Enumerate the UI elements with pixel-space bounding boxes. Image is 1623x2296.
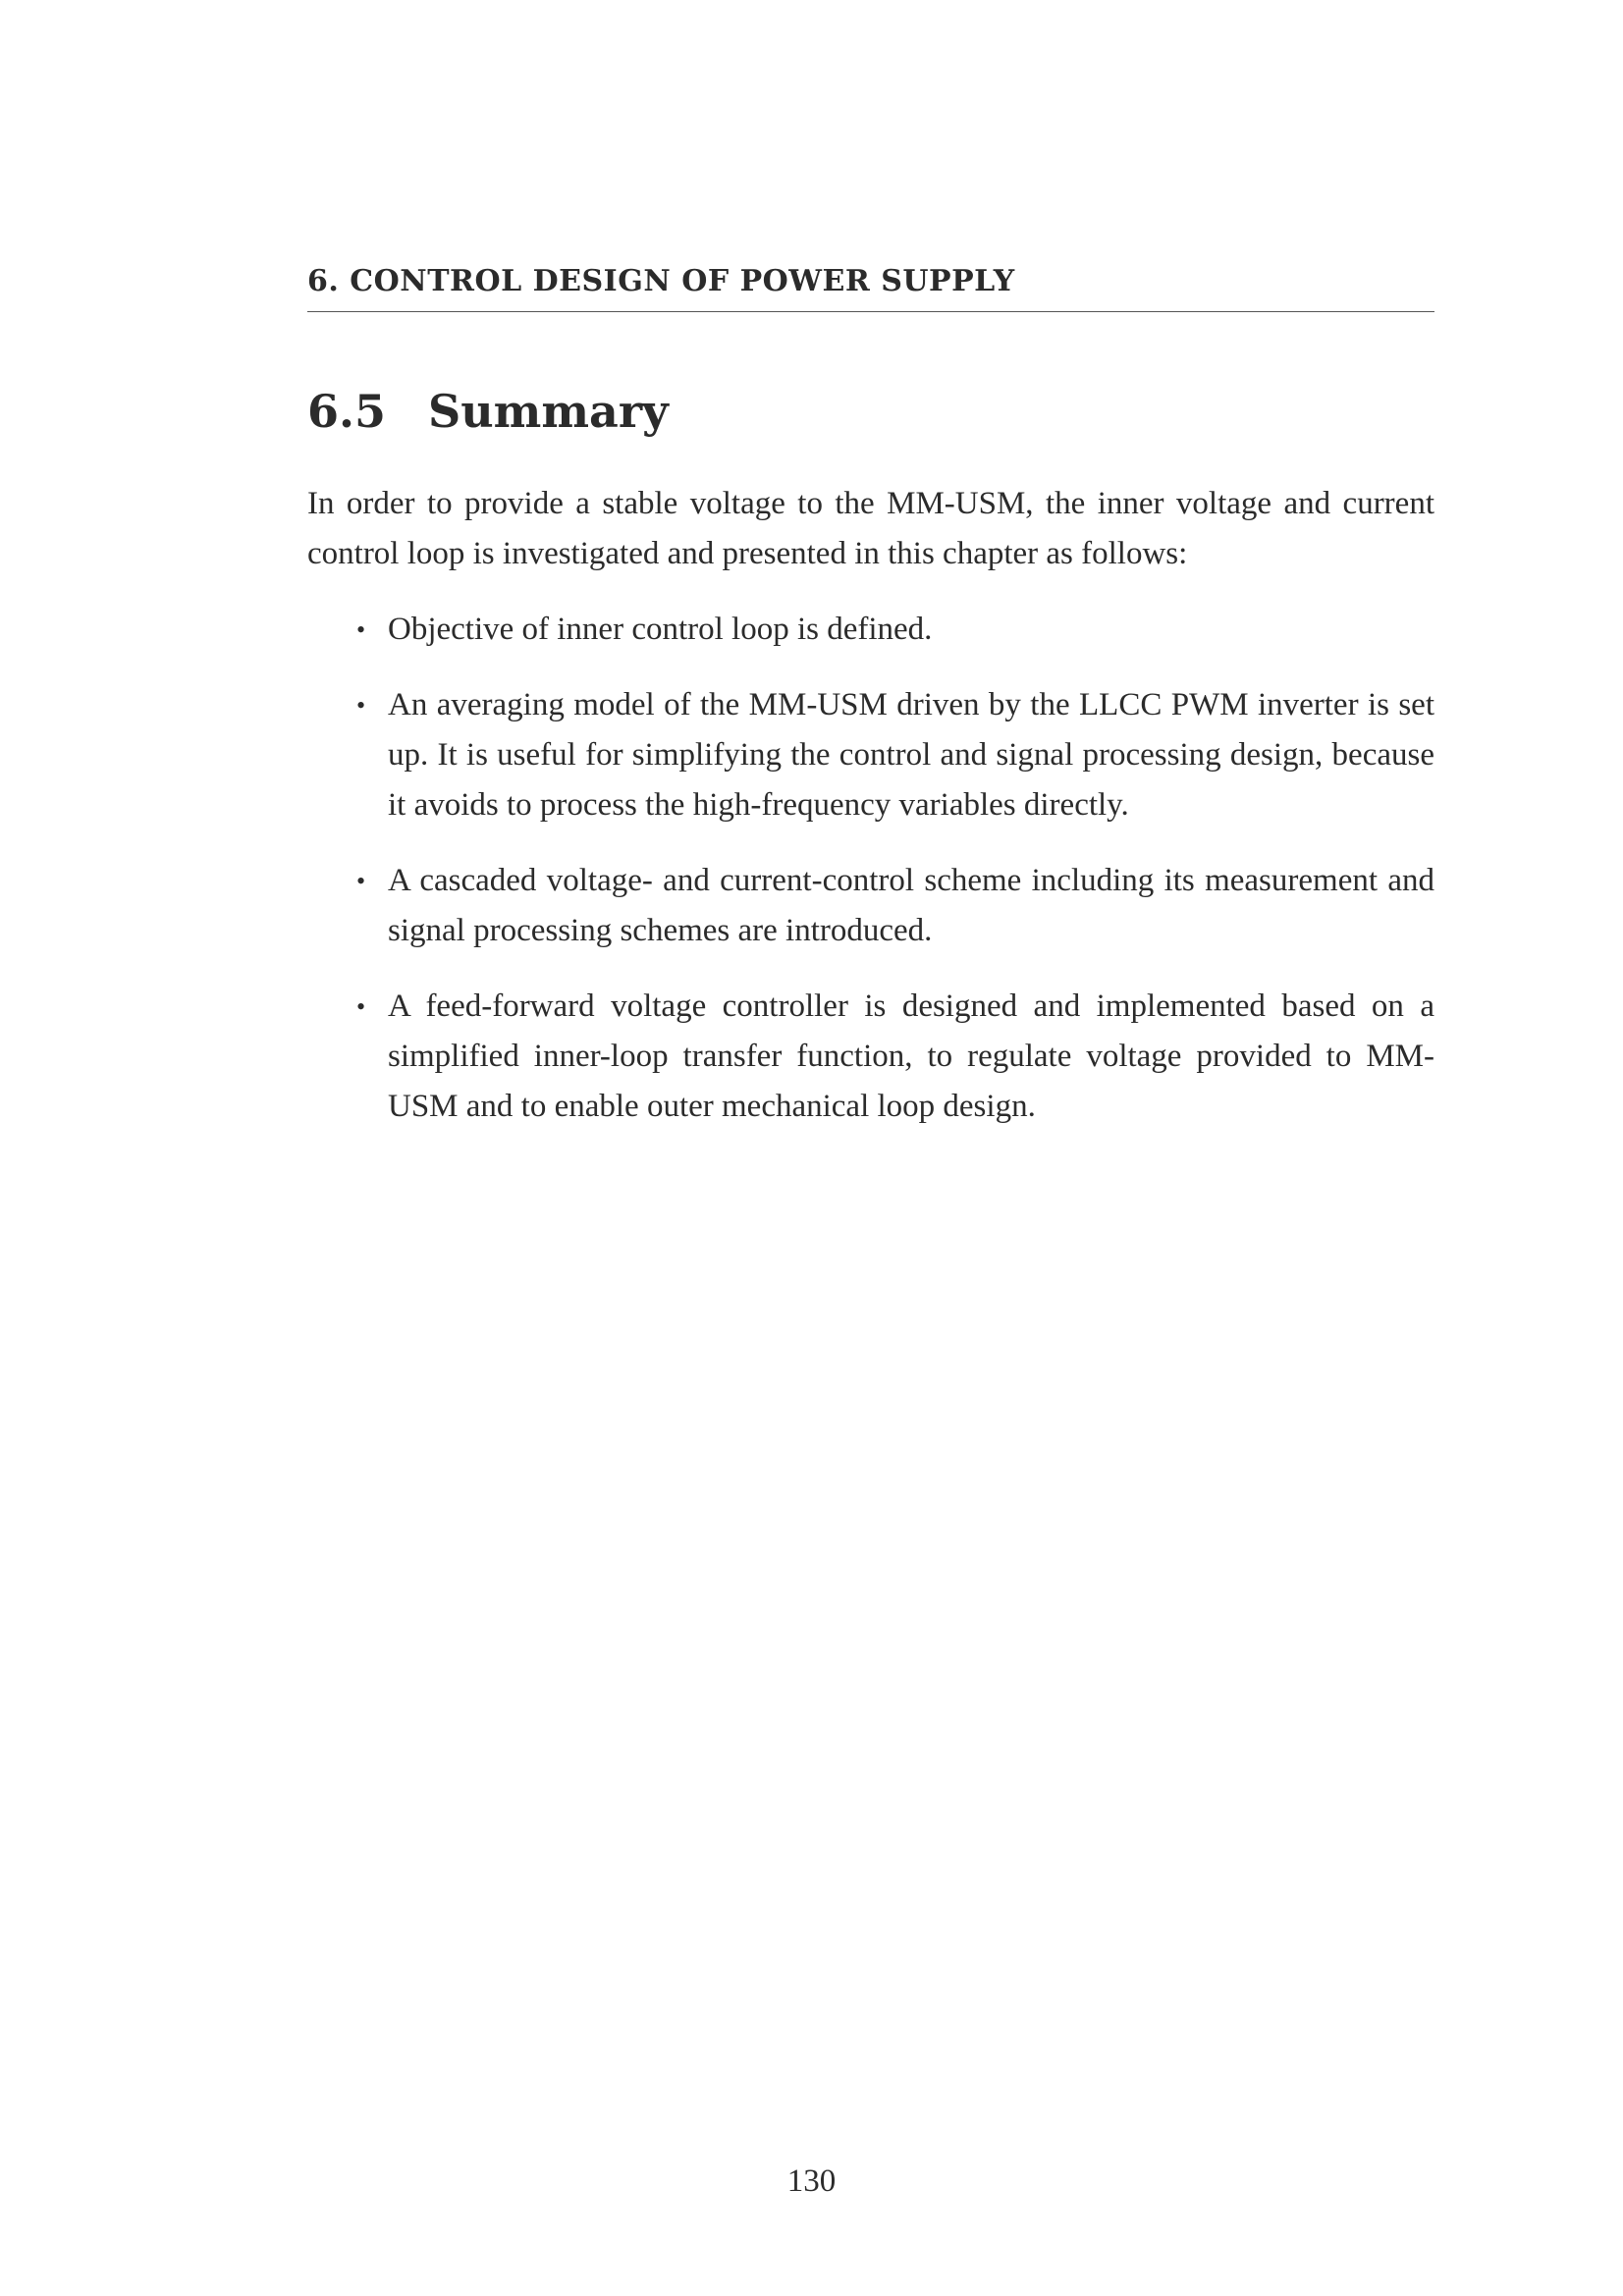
- section-title: Summary: [428, 385, 669, 438]
- list-item-text: An averaging model of the MM-USM driven by the LLCC PWM inverter is set up. It is useful for simplifying the control and signal processing design, because it avoids to process the high-frequency variables directly.: [388, 687, 1434, 823]
- list-item-text: A cascaded voltage- and current-control scheme including its measurement and signal processing schemes are introduced.: [388, 863, 1434, 948]
- page-number: 130: [786, 2163, 837, 2199]
- header-rule: [307, 311, 1434, 312]
- running-header: 6. CONTROL DESIGN OF POWER SUPPLY: [307, 264, 1015, 298]
- bullet-icon: •: [356, 867, 366, 895]
- intro-paragraph: In order to provide a stable voltage to the MM-USM, the inner voltage and current control loop is investigated and presented in this chapter as follows:: [307, 486, 1434, 571]
- bullet-icon: •: [356, 615, 366, 644]
- list-item-text: Objective of inner control loop is defined.: [388, 612, 933, 647]
- list-item: [307, 856, 1434, 956]
- list-item: [307, 680, 1434, 830]
- bullet-icon: •: [356, 691, 366, 720]
- section-number: 6.5: [307, 385, 387, 438]
- summary-list: [307, 605, 1434, 1157]
- list-item: [307, 605, 1434, 655]
- section-heading: [307, 385, 669, 438]
- list-item-text: A feed-forward voltage controller is designed and implemented based on a simplified inner-loop transfer function, to regulate voltage provided to MM-USM and to enable outer mechanical loop design.: [388, 988, 1434, 1124]
- bullet-icon: •: [356, 992, 366, 1021]
- list-item: [307, 982, 1434, 1132]
